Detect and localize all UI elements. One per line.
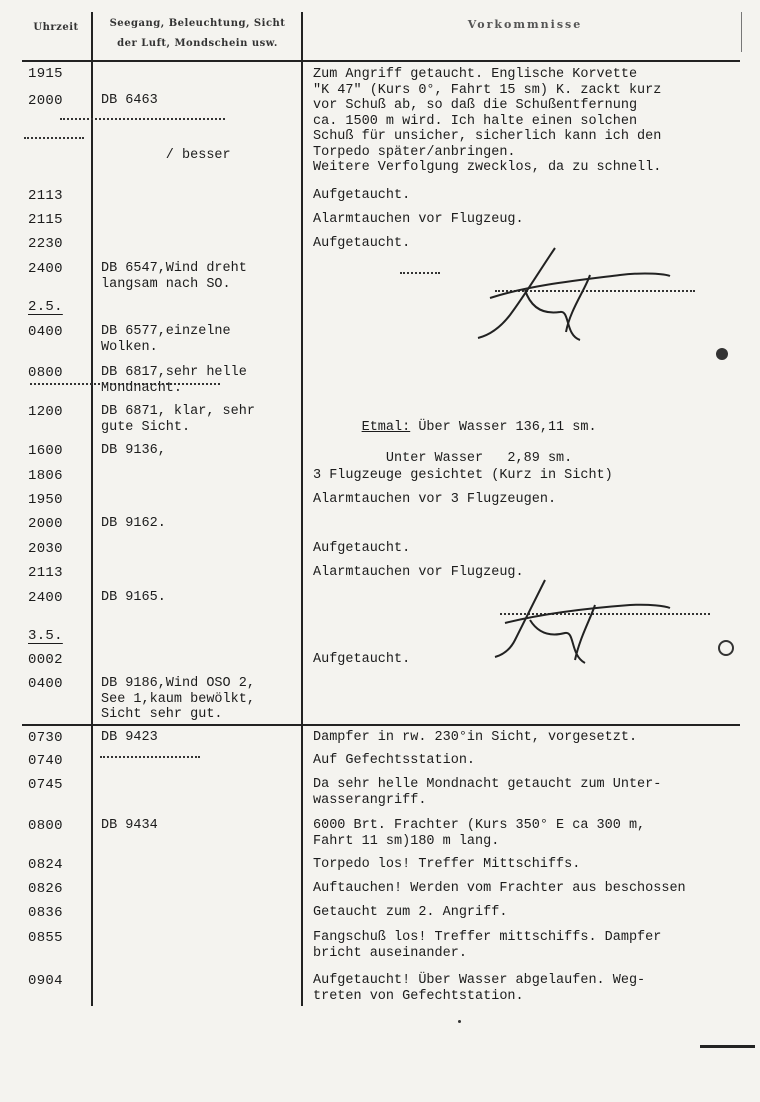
row-position: DB 6577,einzelne Wolken. — [101, 324, 231, 355]
dotted-leader — [24, 137, 84, 139]
row-time: 0745 — [28, 777, 63, 793]
column-rule-middle — [301, 12, 303, 1006]
row-time: 2000 — [28, 516, 63, 532]
row-position: DB 6817,sehr helle Mondnacht. — [101, 365, 247, 396]
row-remarks: Getaucht zum 2. Angriff. — [313, 905, 508, 920]
row-remarks: Fangschuß los! Treffer mittschiffs. Dampfer bricht auseinander. — [313, 930, 662, 961]
row-time: 1200 — [28, 404, 63, 420]
row-time: 0400 — [28, 324, 63, 340]
ink-blot — [458, 1020, 461, 1023]
row-position: DB 9165. — [101, 590, 166, 605]
ink-blot — [718, 640, 734, 656]
header-time: Uhrzeit — [33, 22, 79, 33]
row-time: 1806 — [28, 468, 63, 484]
row-remarks: Da sehr helle Mondnacht getaucht zum Unter- wasserangriff. — [313, 777, 662, 808]
header-rule — [22, 60, 740, 62]
dotted-leader — [60, 118, 225, 120]
date-marker: 3.5. — [28, 628, 63, 644]
row-position: DB 9423 — [101, 730, 158, 745]
row-position: / besser — [101, 148, 231, 163]
row-time: 2115 — [28, 212, 63, 228]
row-time: 1950 — [28, 492, 63, 508]
row-remarks: Aufgetaucht! Über Wasser abgelaufen. Weg- treten von Gefechtstation. — [313, 973, 646, 1004]
row-position: DB 6547,Wind dreht langsam nach SO. — [101, 261, 247, 292]
row-time: 0800 — [28, 818, 63, 834]
row-remarks: Auftauchen! Werden vom Frachter aus beschossen — [313, 881, 686, 896]
row-remarks: Auf Gefechtsstation. — [313, 753, 476, 768]
row-time: 0400 — [28, 676, 63, 692]
row-time: 0904 — [28, 973, 63, 989]
row-position: DB 9136, — [101, 443, 166, 458]
dotted-leader — [30, 383, 220, 385]
column-rule-left — [91, 12, 93, 1006]
row-time: 0826 — [28, 881, 63, 897]
etmal-label: Etmal: — [361, 419, 411, 435]
row-time: 0800 — [28, 365, 63, 381]
row-time: 0824 — [28, 857, 63, 873]
row-time: 2113 — [28, 565, 63, 581]
header-remarks: Vorkommnisse — [467, 18, 583, 31]
row-remarks: Aufgetaucht. — [313, 541, 411, 556]
row-position: DB 6463 — [101, 93, 158, 108]
row-time: 0002 — [28, 652, 63, 668]
row-position: DB 9434 — [101, 818, 158, 833]
row-remarks: Aufgetaucht. — [313, 236, 411, 251]
row-time: 2400 — [28, 590, 63, 606]
row-position: DB 6871, klar, sehr gute Sicht. — [101, 404, 255, 435]
section-rule — [22, 724, 740, 726]
row-time: 0740 — [28, 753, 63, 769]
row-time: 0836 — [28, 905, 63, 921]
row-remarks: Alarmtauchen vor 3 Flugzeugen. — [313, 492, 557, 507]
row-remarks: Zum Angriff getaucht. Englische Korvette "K 47" (Kurs 0°, Fahrt 15 sm) K. zackt kurz vor Schuß ab, so daß die Schußentfernung ca. 1500 m wird. Ich halte einen solchen Schuß für unsicher, sicherlich kann ich den Torpedo später/anbringen. Weitere Verfolgung zwecklos, da zu schnell. — [313, 67, 662, 175]
row-time: 2113 — [28, 188, 63, 204]
dotted-leader — [100, 756, 200, 758]
row-remarks: 3 Flugzeuge gesichtet (Kurz in Sicht) — [313, 468, 613, 483]
row-time: 2400 — [28, 261, 63, 277]
row-remarks: Aufgetaucht. — [313, 652, 411, 667]
row-position: DB 9162. — [101, 516, 166, 531]
row-time: 0855 — [28, 930, 63, 946]
row-remarks: 6000 Brt. Frachter (Kurs 350° E ca 300 m, Fahrt 11 sm)180 m lang. — [313, 818, 646, 849]
row-remarks: Alarmtauchen vor Flugzeug. — [313, 212, 524, 227]
row-remarks: Torpedo los! Treffer Mittschiffs. — [313, 857, 581, 872]
row-time: 1915 — [28, 66, 63, 82]
row-time: 2230 — [28, 236, 63, 252]
etmal-surface: Über Wasser 136,11 sm. — [410, 419, 597, 435]
row-remarks: Alarmtauchen vor Flugzeug. — [313, 565, 524, 580]
signature-2 — [490, 575, 680, 670]
dotted-leader — [400, 272, 440, 274]
edge-mark — [700, 1045, 755, 1048]
row-time: 0730 — [28, 730, 63, 746]
row-time: 1600 — [28, 443, 63, 459]
date-marker: 2.5. — [28, 299, 63, 315]
header-position — [95, 14, 300, 54]
row-time: 2000 — [28, 93, 63, 109]
row-remarks: Aufgetaucht. — [313, 188, 411, 203]
signature-1 — [470, 240, 680, 350]
ink-blot — [716, 348, 728, 360]
header-position-line2: der Luft, Mondschein usw. — [117, 38, 278, 49]
header-position-line1: Seegang, Beleuchtung, Sicht — [109, 18, 286, 29]
etmal-submerged: Unter Wasser 2,89 sm. — [313, 450, 573, 466]
row-remarks: Dampfer in rw. 230°in Sicht, vorgesetzt. — [313, 730, 638, 745]
row-time: 2030 — [28, 541, 63, 557]
row-position: DB 9186,Wind OSO 2, See 1,kaum bewölkt, Sicht sehr gut. — [101, 676, 255, 722]
